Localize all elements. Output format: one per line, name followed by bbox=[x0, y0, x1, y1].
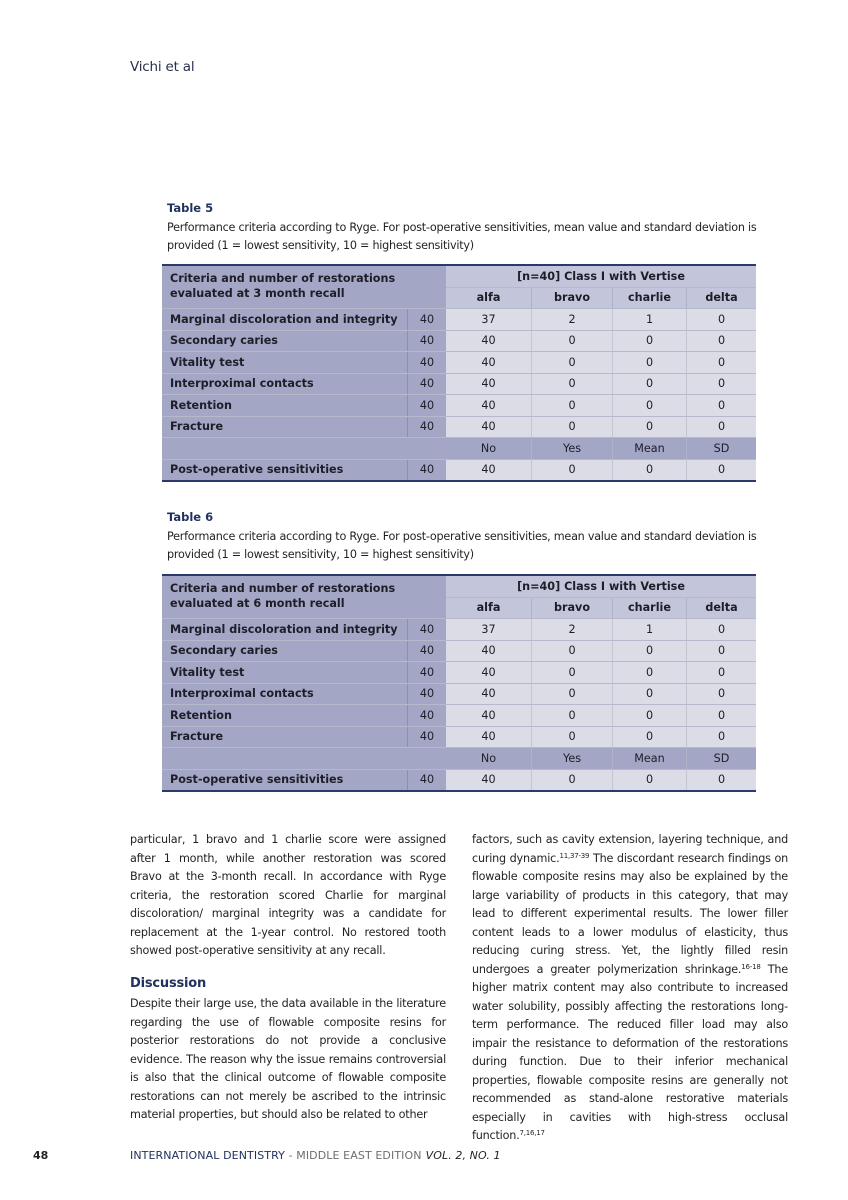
criteria-header-line2: evaluated at bbox=[170, 597, 254, 610]
col-header-sd: SD bbox=[687, 438, 757, 460]
value-cell: 0 bbox=[687, 309, 757, 331]
col-header-mean: Mean bbox=[613, 748, 687, 770]
running-head: Vichi et al bbox=[130, 59, 195, 75]
value-cell: 0 bbox=[613, 683, 687, 705]
journal-volume: VOL. 2, NO. 1 bbox=[425, 1149, 501, 1162]
table-5-caption-block bbox=[167, 201, 757, 255]
value-cell: 0 bbox=[532, 769, 613, 791]
table-row bbox=[162, 352, 756, 374]
criterion-cell: Interproximal contacts bbox=[162, 683, 408, 705]
value-cell: 0 bbox=[532, 330, 613, 352]
value-cell: 0 bbox=[613, 640, 687, 662]
value-cell: 0 bbox=[687, 640, 757, 662]
citation-ref: 7,16,17 bbox=[519, 1129, 545, 1137]
n-cell: 40 bbox=[408, 352, 447, 374]
value-cell: 0 bbox=[687, 330, 757, 352]
value-cell: 40 bbox=[446, 769, 532, 791]
value-cell: 0 bbox=[687, 619, 757, 641]
text-span: The higher matrix content may also contribute to increased water solubility, possibly affecting the restorations long-term performance. The reduced filler load may also impair the resistance to deformation of the restorations during function. Due to their inferior mechanical properties, flowable composite resins are generally not recommended as stand-alone restorative materials especially in cavities with high-stress occlusal function. bbox=[472, 962, 788, 1142]
value-cell: 0 bbox=[532, 373, 613, 395]
n-cell: 40 bbox=[408, 373, 447, 395]
criterion-cell: Interproximal contacts bbox=[162, 373, 408, 395]
value-cell: 40 bbox=[446, 352, 532, 374]
value-cell: 0 bbox=[687, 459, 757, 481]
recall-period: 6 month recall bbox=[253, 597, 345, 610]
value-cell: 0 bbox=[532, 683, 613, 705]
criterion-cell: Vitality test bbox=[162, 352, 408, 374]
value-cell: 37 bbox=[446, 309, 532, 331]
table-header-row bbox=[162, 575, 756, 597]
value-cell: 0 bbox=[532, 640, 613, 662]
value-cell: 0 bbox=[687, 373, 757, 395]
value-cell: 2 bbox=[532, 619, 613, 641]
table-row bbox=[162, 416, 756, 438]
blank-cell bbox=[162, 438, 446, 460]
text-span: The discordant research findings on flowable composite resins may also be explained by the large variability of products in this category, that may lead to different experimental results. The lower filler content leads to a lower modulus of elasticity, thus reducing curing stress. Yet, the lightly filled resin undergoes a greater polymerization shrinkage. bbox=[472, 851, 788, 976]
table-6-caption-block bbox=[167, 510, 757, 564]
value-cell: 0 bbox=[687, 662, 757, 684]
criterion-cell: Post-operative sensitivities bbox=[162, 459, 408, 481]
table-row bbox=[162, 330, 756, 352]
table-row-sensitivity bbox=[162, 769, 756, 791]
criterion-cell: Marginal discoloration and integrity bbox=[162, 309, 408, 331]
table-row bbox=[162, 726, 756, 748]
n-cell: 40 bbox=[408, 395, 447, 417]
col-header-delta: delta bbox=[687, 287, 757, 309]
n-cell: 40 bbox=[408, 416, 447, 438]
discussion-heading: Discussion bbox=[130, 975, 207, 991]
value-cell: 40 bbox=[446, 416, 532, 438]
table-row bbox=[162, 640, 756, 662]
n-cell: 40 bbox=[408, 640, 447, 662]
criterion-cell: Marginal discoloration and integrity bbox=[162, 619, 408, 641]
value-cell: 40 bbox=[446, 373, 532, 395]
n-cell: 40 bbox=[408, 769, 447, 791]
n-cell: 40 bbox=[408, 726, 447, 748]
n-cell: 40 bbox=[408, 705, 447, 727]
criterion-cell: Vitality test bbox=[162, 662, 408, 684]
col-header-bravo: bravo bbox=[532, 287, 613, 309]
col-header-no: No bbox=[446, 748, 532, 770]
journal-name: INTERNATIONAL DENTISTRY bbox=[130, 1149, 285, 1162]
discussion-paragraph-continued bbox=[472, 831, 788, 1146]
recall-period: 3 month recall bbox=[253, 287, 345, 300]
group-header: [n=40] Class I with Vertise bbox=[446, 575, 756, 597]
value-cell: 0 bbox=[687, 352, 757, 374]
value-cell: 40 bbox=[446, 705, 532, 727]
col-header-bravo: bravo bbox=[532, 597, 613, 619]
criteria-header bbox=[162, 575, 446, 619]
value-cell: 0 bbox=[613, 395, 687, 417]
criterion-cell: Retention bbox=[162, 395, 408, 417]
value-cell: 0 bbox=[532, 416, 613, 438]
value-cell: 40 bbox=[446, 640, 532, 662]
sensitivity-header-row bbox=[162, 438, 756, 460]
criterion-cell: Fracture bbox=[162, 726, 408, 748]
journal-edition: - MIDDLE EAST EDITION bbox=[284, 1149, 422, 1162]
table-row-sensitivity bbox=[162, 459, 756, 481]
value-cell: 40 bbox=[446, 459, 532, 481]
col-header-alfa: alfa bbox=[446, 597, 532, 619]
n-cell: 40 bbox=[408, 662, 447, 684]
n-cell: 40 bbox=[408, 330, 447, 352]
col-header-yes: Yes bbox=[532, 438, 613, 460]
n-cell: 40 bbox=[408, 309, 447, 331]
table-row bbox=[162, 662, 756, 684]
col-header-mean: Mean bbox=[613, 438, 687, 460]
value-cell: 0 bbox=[613, 459, 687, 481]
value-cell: 0 bbox=[532, 726, 613, 748]
blank-cell bbox=[162, 748, 446, 770]
value-cell: 0 bbox=[687, 683, 757, 705]
criteria-header bbox=[162, 265, 446, 309]
table-row bbox=[162, 683, 756, 705]
discussion-paragraph: Despite their large use, the data available in the literature regarding the use of flowable composite resins for posterior restorations do not provide a conclusive evidence. The reason why the issue remains controversial is also that the clinical outcome of flowable composite restorations can not merely be ascribed to the intrinsic material properties, but should also be related to other bbox=[130, 997, 446, 1121]
value-cell: 0 bbox=[613, 726, 687, 748]
criterion-cell: Retention bbox=[162, 705, 408, 727]
value-cell: 0 bbox=[613, 705, 687, 727]
results-paragraph: particular, 1 bravo and 1 charlie score were assigned after 1 month, while another restoration was scored Bravo at the 3-month recall. In accordance with Ryge criteria, the restoration scored Charlie for marginal discoloration/ marginal integrity was a candidate for replacement at the 1-year control. No restored tooth showed post-operative sensitivity at any recall. bbox=[130, 833, 446, 957]
sensitivity-header-row bbox=[162, 748, 756, 770]
value-cell: 0 bbox=[532, 662, 613, 684]
col-header-yes: Yes bbox=[532, 748, 613, 770]
value-cell: 40 bbox=[446, 662, 532, 684]
criteria-header-line1: Criteria and number of restorations bbox=[170, 582, 396, 595]
body-column-right bbox=[472, 831, 788, 1146]
value-cell: 1 bbox=[613, 619, 687, 641]
body-column-left bbox=[130, 831, 446, 1125]
n-cell: 40 bbox=[408, 619, 447, 641]
criteria-header-line2: evaluated at bbox=[170, 287, 254, 300]
criterion-cell: Post-operative sensitivities bbox=[162, 769, 408, 791]
text-span: factors, such as cavity extension, layering technique, and curing dynamic. bbox=[472, 833, 788, 865]
n-cell: 40 bbox=[408, 459, 447, 481]
criterion-cell: Secondary caries bbox=[162, 640, 408, 662]
value-cell: 0 bbox=[687, 395, 757, 417]
page-number: 48 bbox=[33, 1149, 49, 1162]
col-header-sd: SD bbox=[687, 748, 757, 770]
table-6-caption: Performance criteria according to Ryge. For post-operative sensitivities, mean value and standard deviation is provided (1 = lowest sensitivity, 10 = highest sensitivity) bbox=[167, 530, 757, 561]
value-cell: 0 bbox=[687, 726, 757, 748]
table-5 bbox=[162, 264, 756, 482]
criteria-header-line1: Criteria and number of restorations bbox=[170, 272, 396, 285]
table-5-caption: Performance criteria according to Ryge. For post-operative sensitivities, mean value and standard deviation is provided (1 = lowest sensitivity, 10 = highest sensitivity) bbox=[167, 221, 757, 252]
value-cell: 40 bbox=[446, 683, 532, 705]
value-cell: 40 bbox=[446, 726, 532, 748]
col-header-alfa: alfa bbox=[446, 287, 532, 309]
value-cell: 0 bbox=[687, 705, 757, 727]
table-row bbox=[162, 705, 756, 727]
value-cell: 37 bbox=[446, 619, 532, 641]
value-cell: 2 bbox=[532, 309, 613, 331]
criterion-cell: Secondary caries bbox=[162, 330, 408, 352]
value-cell: 0 bbox=[613, 416, 687, 438]
value-cell: 1 bbox=[613, 309, 687, 331]
journal-info bbox=[130, 1149, 501, 1162]
table-6 bbox=[162, 574, 756, 792]
value-cell: 0 bbox=[687, 416, 757, 438]
value-cell: 0 bbox=[532, 352, 613, 374]
value-cell: 0 bbox=[613, 352, 687, 374]
criterion-cell: Fracture bbox=[162, 416, 408, 438]
col-header-no: No bbox=[446, 438, 532, 460]
n-cell: 40 bbox=[408, 683, 447, 705]
table-row bbox=[162, 619, 756, 641]
value-cell: 0 bbox=[532, 395, 613, 417]
table-5-label: Table 5 bbox=[167, 201, 214, 215]
value-cell: 40 bbox=[446, 395, 532, 417]
col-header-charlie: charlie bbox=[613, 597, 687, 619]
value-cell: 0 bbox=[687, 769, 757, 791]
group-header: [n=40] Class I with Vertise bbox=[446, 265, 756, 287]
value-cell: 40 bbox=[446, 330, 532, 352]
value-cell: 0 bbox=[532, 705, 613, 727]
citation-ref: 16-18 bbox=[741, 962, 761, 971]
table-6-label: Table 6 bbox=[167, 510, 214, 524]
value-cell: 0 bbox=[613, 330, 687, 352]
table-header-row bbox=[162, 265, 756, 287]
value-cell: 0 bbox=[532, 459, 613, 481]
table-row bbox=[162, 309, 756, 331]
value-cell: 0 bbox=[613, 769, 687, 791]
col-header-charlie: charlie bbox=[613, 287, 687, 309]
value-cell: 0 bbox=[613, 373, 687, 395]
value-cell: 0 bbox=[613, 662, 687, 684]
table-row bbox=[162, 395, 756, 417]
table-row bbox=[162, 373, 756, 395]
citation-ref: 11,37-39 bbox=[559, 851, 590, 860]
col-header-delta: delta bbox=[687, 597, 757, 619]
